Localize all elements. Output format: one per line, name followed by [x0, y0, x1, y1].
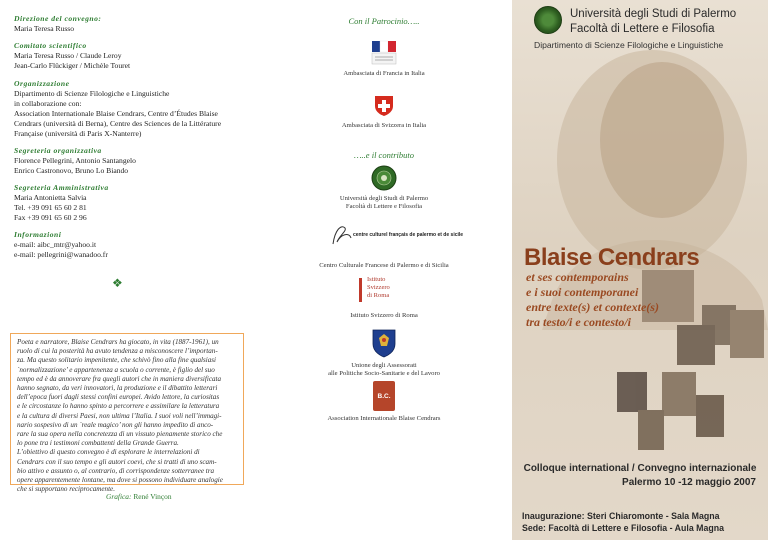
sponsor-centro-culturale-francese: [256, 222, 512, 269]
segreteria-org-label: Segreteria organizzativa: [14, 146, 102, 155]
direzione-line: Maria Teresa Russo: [14, 24, 75, 33]
subtitle-line: entre texte(s) et contexte(s): [526, 300, 659, 314]
istituto-svizzero-logo: [359, 276, 409, 306]
organizzazione-line: Française (università di Paris X-Nanterre): [14, 129, 142, 138]
bio-line: che si supportano reciprocamente.: [17, 485, 115, 494]
contributo-heading: …..e il contributo: [354, 150, 414, 160]
sponsor-unione-assessorati: [256, 328, 512, 378]
bio-line: dell’epoca fuori dagli stessi confini europei. Avido lettore, la curiositas: [17, 393, 220, 402]
segreteria-org-line: Enrico Castronovo, Bruno Lo Biando: [14, 166, 129, 175]
bc-logo-icon: [373, 381, 395, 411]
sponsor-ambasciata-svizzera: [256, 94, 512, 130]
grafica-label: Grafica:: [106, 492, 132, 501]
swiss-cross-shield-icon: [372, 94, 396, 118]
comitato-line: Maria Teresa Russo / Claude Leroy: [14, 51, 122, 60]
sponsor-name: Unione degli Assessorati alle Politiche Socio-Sanitarie e del Lavoro: [328, 362, 440, 377]
organizzazione-line: in collaborazione con:: [14, 99, 82, 108]
bio-line: bio attivo e assunto o, al contrario, di corrispondenze sotterranee tra: [17, 466, 215, 475]
organizzazione-line: Cendrars (università di Berna), Centre des Sciences de la Littérature: [14, 119, 222, 128]
bio-line: Poeta e narratore, Blaise Cendrars ha giocato, in vita (1887-1961), un: [17, 338, 219, 346]
sponsor-istituto-svizzero: [256, 276, 512, 320]
subtitle-line: tra testo/i e contesto/i: [526, 315, 631, 329]
grafica-credit: [106, 492, 172, 501]
subtitle-line: et ses contemporains: [526, 270, 629, 284]
centre-culturel-logo: [329, 222, 464, 248]
sponsor-universita-palermo: [256, 165, 512, 211]
organizzazione-line: Dipartimento di Scienze Filologiche e Linguistiche: [14, 89, 170, 98]
sponsor-name: Università degli Studi di Palermo Facoltà di Lettere e Filosofia: [339, 195, 429, 210]
sede-venue: Sede: Facoltà di Lettere e Filosofia - Aula Magna: [522, 523, 725, 533]
organizzazione-line: Association Internationale Blaise Cendrars, Centre d’Études Blaise: [14, 109, 218, 118]
bio-line: opere apparentemente lontane, ma dove si possono individuare analogie: [17, 476, 223, 485]
bio-line: e le circostanze lo hanno spinto a percorrere e assimilare la letteratura: [17, 402, 220, 411]
segreteria-amm-phone: Tel. +39 091 65 60 2 81: [14, 203, 87, 212]
bio-line: Cendrars con il suo tempo e gli autori coevi, che si tratti di uno scam-: [17, 457, 217, 466]
bio-line: tempo ed è da annoverare fra quegli autori che in maniera diversificata: [17, 374, 222, 383]
bio-line: ruolo di cui la posterità ha avuto tendenza a misconoscere l’importan-: [17, 347, 218, 356]
bio-line: `normalizzazione’ e appartenenza a scuola o corrente, è figlio del suo: [17, 365, 215, 374]
bio-line: L’obiettivo di questo convegno è di esplorare le interrelazioni di: [17, 448, 200, 457]
segreteria-amm-label: Segreteria Amministrativa: [14, 183, 109, 192]
sponsor-association-cendrars: [256, 381, 512, 423]
comitato-label: Comitato scientifico: [14, 41, 87, 50]
segreteria-org-line: Florence Pellegrini, Antonio Santangelo: [14, 156, 136, 165]
grafica-value: René Vinçon: [133, 492, 172, 501]
direzione-label: Direzione del convegno:: [14, 14, 102, 23]
bc-logo-text: B.C.: [377, 393, 391, 400]
red-bar-icon: [359, 278, 362, 302]
informazioni-label: Informazioni: [14, 230, 62, 239]
sponsor-name: Centro Culturale Francese di Palermo e di Sicilia: [319, 262, 449, 269]
french-embassy-logo-icon: [369, 40, 399, 66]
direzione-block: [14, 14, 244, 34]
bio-text-box: [10, 333, 244, 494]
flower-ornament-icon: ❖: [112, 276, 123, 290]
organizzazione-label: Organizzazione: [14, 79, 70, 88]
department-name: Dipartimento di Scienze Filologiche e Linguistiche: [534, 40, 724, 50]
segreteria-org-block: [14, 146, 244, 176]
segreteria-amm-line: Maria Antonietta Salvia: [14, 193, 87, 202]
sponsor-name: Ambasciata di Svizzera in Italia: [341, 122, 427, 129]
middle-panel: [256, 0, 512, 540]
bio-line: hanno segnato, da veri innovatori, la produzione e il dibattito letterari: [17, 384, 218, 393]
sponsor-name: Istituto Svizzero di Roma: [350, 312, 418, 319]
bio-line: rare la sua opera nella concretezza di un vissuto pienamente storico che: [17, 430, 223, 439]
sponsor-name: Ambasciata di Francia in Italia: [343, 70, 425, 77]
event-title: Blaise Cendrars: [524, 244, 700, 271]
university-seal-icon: [534, 6, 562, 34]
inaugurazione-venue: Inaugurazione: Steri Chiaromonte - Sala Magna: [522, 511, 720, 521]
informazioni-block: [14, 230, 244, 260]
sponsor-ambasciata-francia: [256, 40, 512, 78]
signature-logo-icon: [329, 222, 353, 248]
istituto-logo-text: Istituto Svizzero di Roma: [367, 276, 390, 299]
email-link[interactable]: e-mail: aibc_mtr@yahoo.it: [14, 240, 97, 249]
organizzazione-block: [14, 79, 244, 139]
event-dates: Palermo 10 -12 maggio 2007: [622, 477, 756, 488]
unione-shield-icon: [371, 328, 397, 358]
segreteria-amm-fax: Fax +39 091 65 60 2 96: [14, 213, 87, 222]
university-header: [534, 6, 764, 50]
centre-logo-text: centre culturel français de palermo et de sicile: [353, 232, 464, 238]
university-seal-icon: [371, 165, 397, 191]
faculty-name: Facoltà di Lettere e Filosofia: [570, 23, 715, 35]
email-link[interactable]: e-mail: pellegrini@wanadoo.fr: [14, 250, 108, 259]
segreteria-amm-block: [14, 183, 244, 223]
subtitle-line: e i suoi contemporanei: [526, 285, 639, 299]
university-name: Università degli Studi di Palermo: [570, 8, 737, 20]
bio-line: nario sospesivo di un `reale magico’ non gli hanno impedito di anco-: [17, 420, 214, 429]
bio-line: za. Ma questo solitario impenitente, che schivò fino alla fine qualsiasi: [17, 356, 216, 365]
sponsor-name: Association Internationale Blaise Cendrars: [327, 415, 441, 422]
patrocinio-heading: Con il Patrocinio…..: [348, 16, 420, 26]
comitato-block: [14, 41, 244, 71]
bio-line: e la cultura di diversi Paesi, non ultima l’Italia. I suoi voli nell’immagi-: [17, 411, 222, 420]
comitato-line: Jean-Carlo Flückiger / Michèle Touret: [14, 61, 131, 70]
bio-paragraph: [17, 338, 237, 494]
colloque-title: Colloque international / Convegno internazionale: [523, 463, 757, 474]
bio-line: lo pone tra i testimoni combattenti della Grande Guerra.: [17, 439, 179, 448]
